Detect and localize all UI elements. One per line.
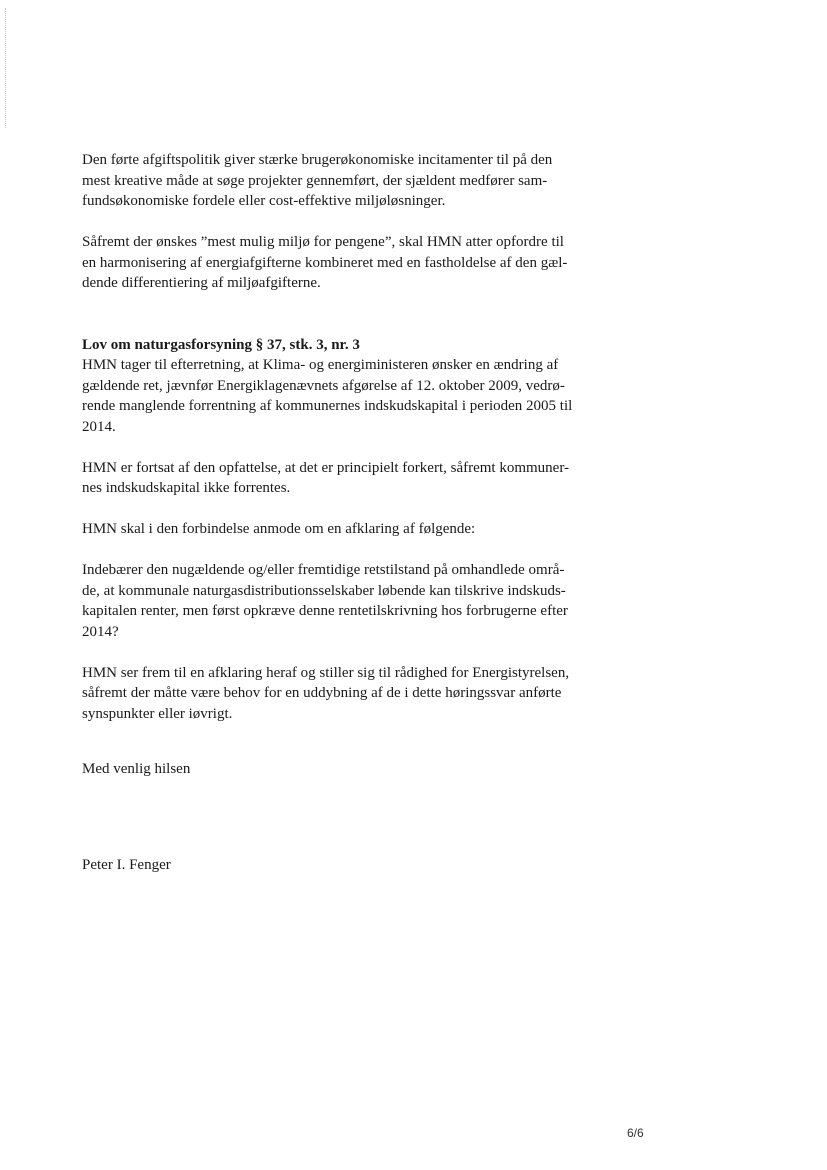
text-line: Den førte afgiftspolitik giver stærke brugerøkonomiske incitamenter til på den <box>82 152 553 168</box>
section-naturgasforsyning <box>82 335 602 438</box>
signature-name: Peter I. Fenger <box>82 856 171 873</box>
text-line: synspunkter eller iøvrigt. <box>82 705 233 722</box>
section-heading: Lov om naturgasforsyning § 37, stk. 3, nr. 3 <box>82 336 360 353</box>
scan-edge-mark <box>5 8 6 128</box>
closing-greeting: Med venlig hilsen <box>82 760 191 777</box>
text-line: Indebærer den nugældende og/eller fremtidige retstilstand på omhandlede områ- <box>82 562 565 578</box>
text-line: mest kreative måde at søge projekter gennemført, der sjældent medfører sam- <box>82 172 548 189</box>
text-line: kapitalen renter, men først opkræve denne rentetilskrivning hos forbrugerne efter <box>82 603 568 619</box>
text-line: dende differentiering af miljøafgifterne. <box>82 275 321 291</box>
signature-spacer <box>82 779 602 834</box>
text-line: gældende ret, jævnfør Energiklagenævnets afgørelse af 12. oktober 2009, vedrø- <box>82 377 565 394</box>
text-line: HMN skal i den forbindelse anmode om en afklaring af følgende: <box>82 521 476 537</box>
paragraph-request <box>82 519 602 540</box>
page-number: 6/6 <box>627 1126 644 1140</box>
text-line: de, at kommunale naturgasdistributionsselskaber løbende kan tilskrive indskuds- <box>82 582 566 599</box>
text-line: 2014? <box>82 623 119 640</box>
text-line: HMN tager til efterretning, at Klima- og energiministeren ønsker en ændring af <box>82 357 559 373</box>
text-line: HMN er fortsat af den opfattelse, at det er principielt forkert, såfremt kommuner- <box>82 459 570 476</box>
text-line: en harmonisering af energiafgifterne kombineret med en fastholdelse af den gæl- <box>82 254 568 271</box>
text-line: 2014. <box>82 418 116 435</box>
text-line: HMN ser frem til en afklaring heraf og stiller sig til rådighed for Energistyrelsen, <box>82 664 570 681</box>
section-spacer <box>82 314 602 335</box>
text-line: nes indskudskapital ikke forrentes. <box>82 480 291 496</box>
paragraph-harmonisation <box>82 232 602 294</box>
paragraph-opinion <box>82 458 602 499</box>
paragraph-availability <box>82 663 602 725</box>
text-line: fundsøkonomiske fordele eller cost-effektive miljøløsninger. <box>82 193 446 209</box>
text-line: rende manglende forrentning af kommunernes indskudskapital i perioden 2005 til <box>82 398 573 414</box>
closing-spacer <box>82 745 602 759</box>
letter-body <box>82 150 602 875</box>
paragraph-question <box>82 560 602 642</box>
text-line: såfremt der måtte være behov for en uddybning af de i dette høringssvar anførte <box>82 685 562 701</box>
text-line: Såfremt der ønskes ”mest mulig miljø for pengene”, skal HMN atter opfordre til <box>82 234 564 250</box>
paragraph-tax-policy <box>82 150 602 212</box>
signature-spacer-extra <box>82 834 602 855</box>
